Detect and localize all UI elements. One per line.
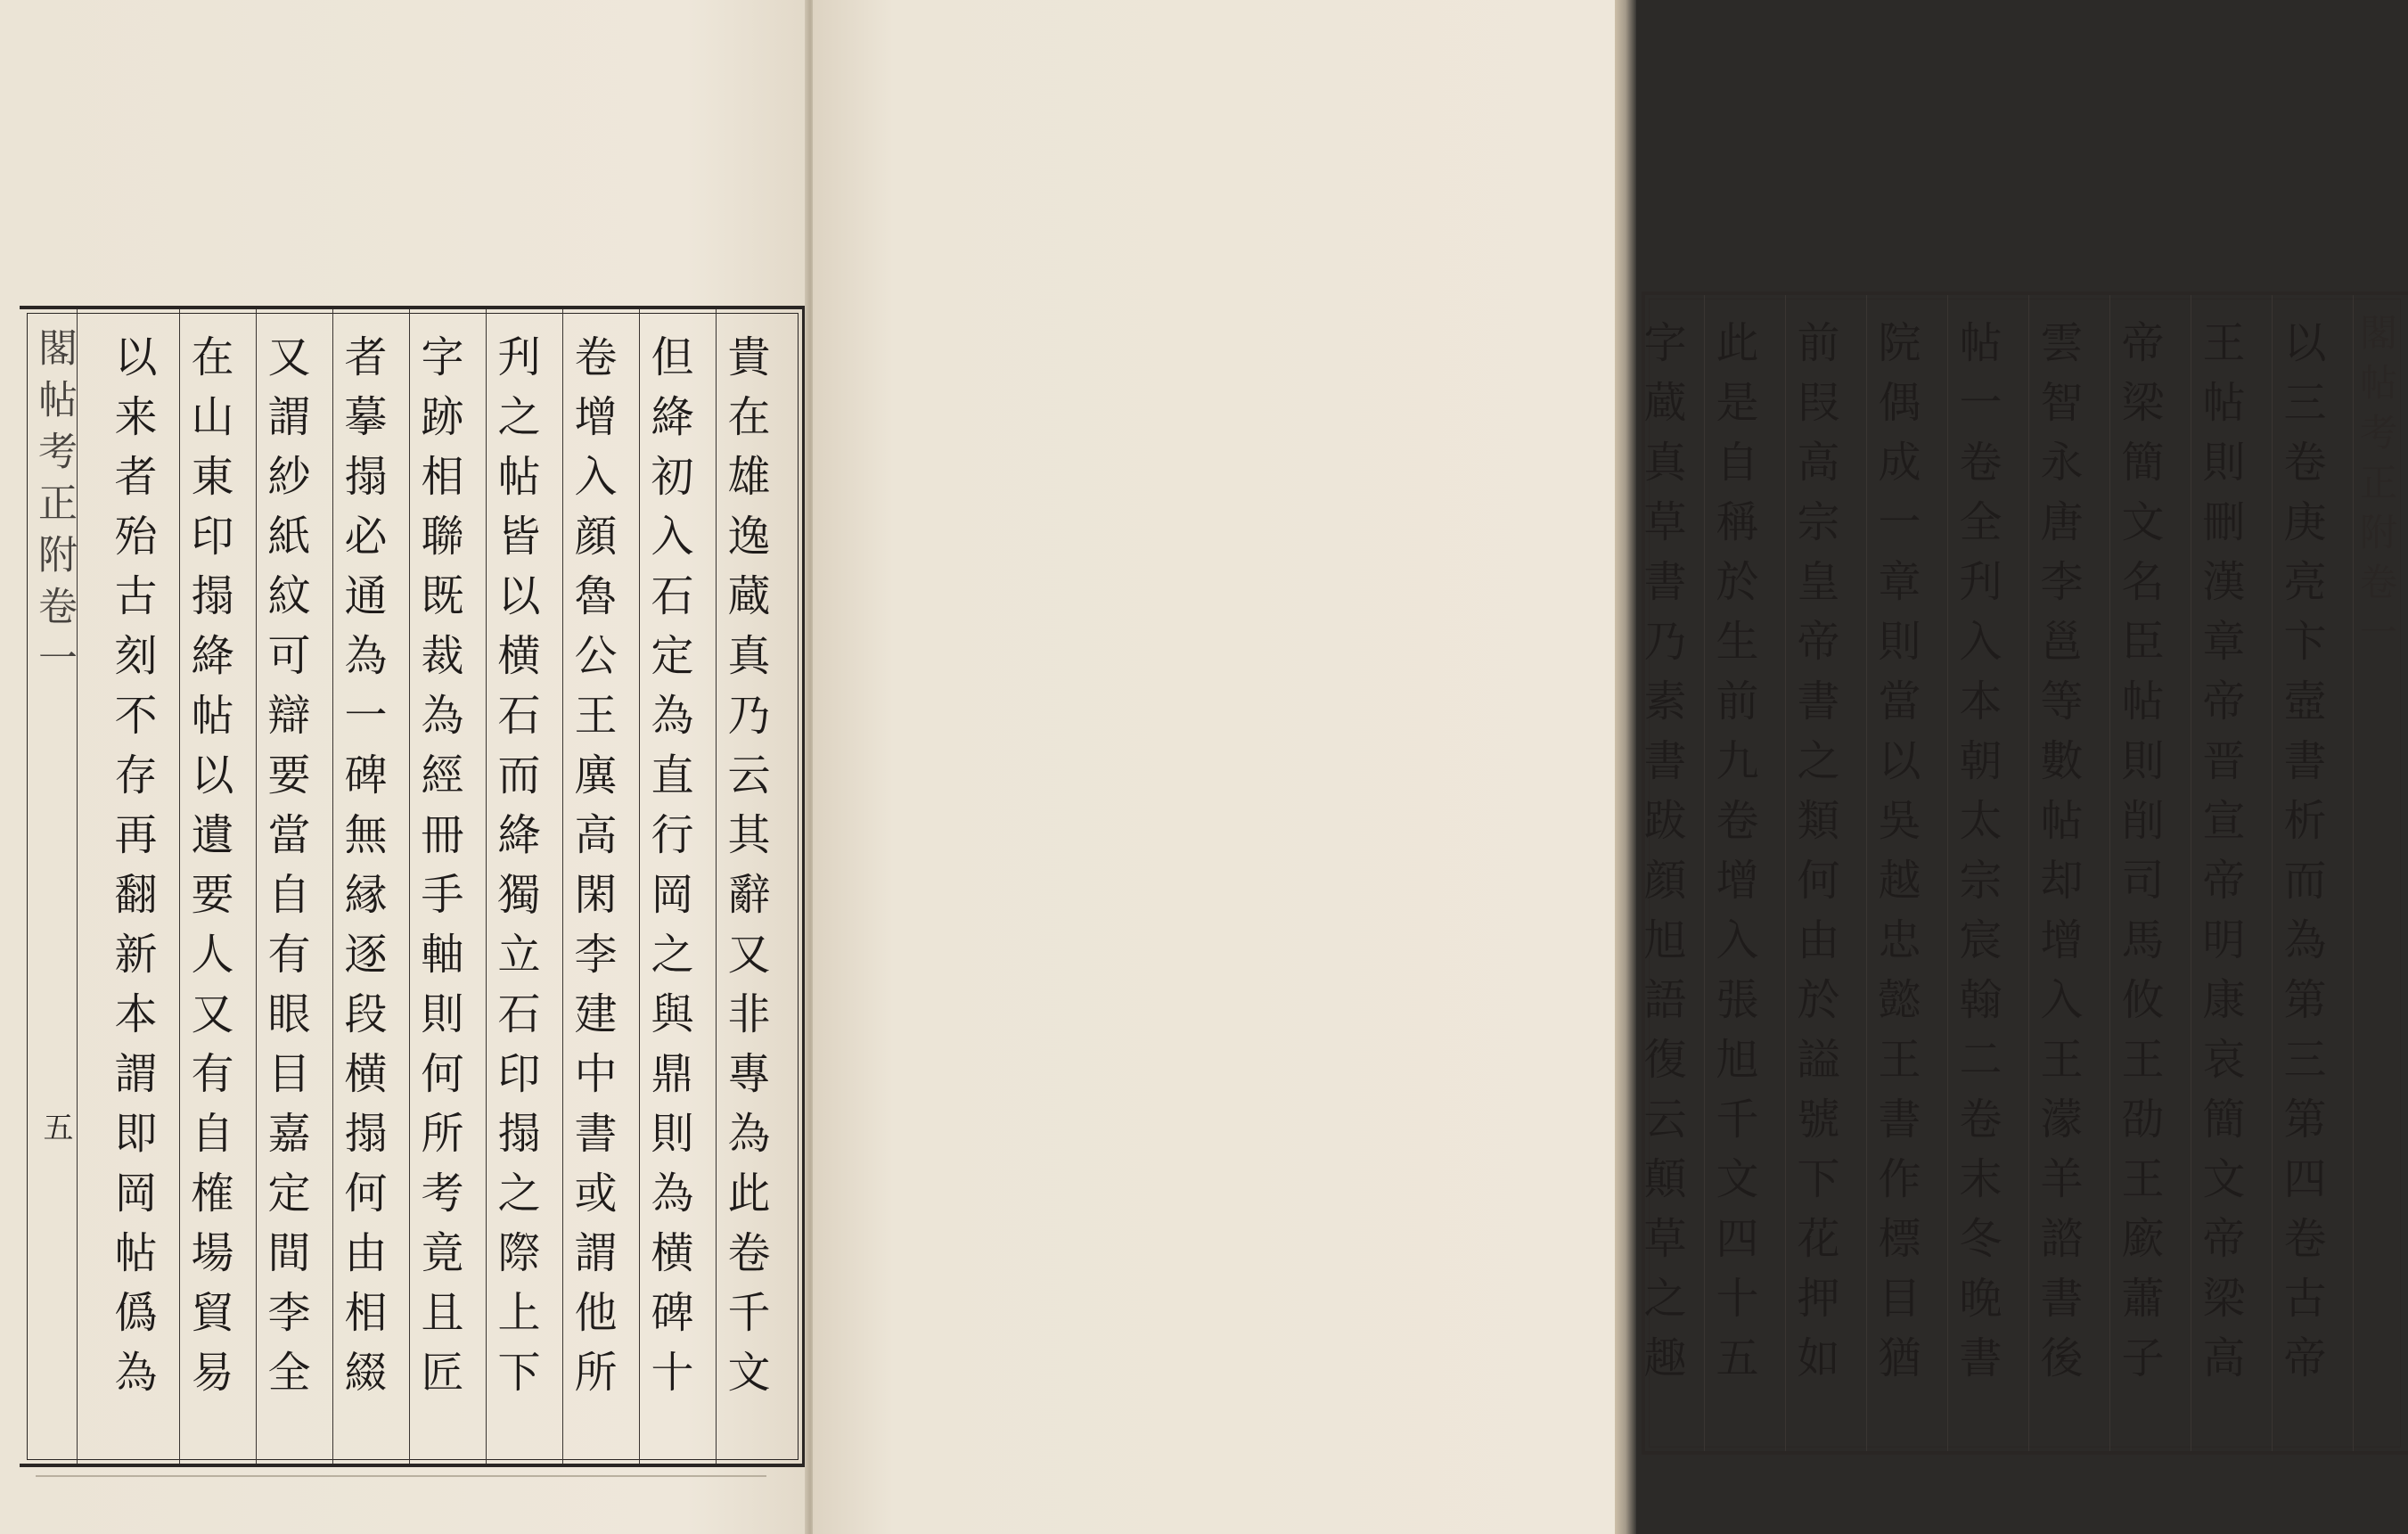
column-rule xyxy=(2353,295,2354,1451)
column-rule xyxy=(2028,295,2029,1451)
column-rule xyxy=(639,309,640,1464)
text-column: 刋之帖皆以横石而絳獨立石印搨之際上下 xyxy=(490,334,540,1409)
text-column: 者摹搨必通為一碑無縁逐段横搨何由相綴 xyxy=(337,334,387,1409)
column-rule xyxy=(1704,295,1705,1451)
text-column: 帝梁簡文名臣帖則削司馬攸王劭王廞蕭子 xyxy=(2114,320,2164,1395)
text-column: 此是自稱於生前九卷增入張旭千文四十五 xyxy=(1708,320,1758,1395)
text-column: 以来者殆古刻不存再翻新本謂即岡帖僞為 xyxy=(107,334,157,1409)
text-column: 卷增入顔魯公王廙高閑李建中書或謂他所 xyxy=(567,334,617,1409)
head-title: 閣帖考正附卷一 xyxy=(2355,313,2398,662)
text-column: 貴在雄逸蔵真乃云其辭又非專為此卷千文 xyxy=(720,334,770,1409)
folio-column xyxy=(21,309,78,1464)
text-column: 在山東印搨絳帖以遺要人又有自榷場貿易 xyxy=(184,334,233,1409)
text-column: 前叚高宗皇帝書之類何由於謚號下花押如 xyxy=(1790,320,1839,1395)
column-rule xyxy=(179,309,180,1464)
text-column: 雲智永唐李邕等數帖却增入王濛羊諮書後 xyxy=(2033,320,2083,1395)
page-number: 五 xyxy=(37,1112,73,1142)
column-rule xyxy=(2109,295,2110,1451)
column-rule xyxy=(562,309,563,1464)
column-rule xyxy=(1785,295,1786,1451)
text-column: 以三卷庚亮卞壼書析而為第三第四卷古帝 xyxy=(2276,320,2326,1395)
column-rule xyxy=(1947,295,1948,1451)
column-rule xyxy=(409,309,410,1464)
page-edge-mark xyxy=(36,1475,766,1477)
right-text-frame xyxy=(1636,291,2408,1455)
column-rule xyxy=(2272,295,2273,1451)
book-fore-edge xyxy=(1615,0,1636,1534)
text-column: 王帖則刪漢章帝晋宣帝明康哀簡文帝梁高 xyxy=(2195,320,2245,1395)
column-rule xyxy=(1866,295,1867,1451)
left-text-frame xyxy=(20,306,806,1467)
text-column: 帖一卷全刋入本朝太宗宸翰二卷末冬晚書 xyxy=(1952,320,2002,1395)
column-rule xyxy=(332,309,333,1464)
column-rule xyxy=(486,309,487,1464)
column-rule xyxy=(256,309,257,1464)
column-rule xyxy=(716,309,717,1464)
right-page xyxy=(813,0,2398,1534)
left-page xyxy=(0,0,807,1534)
text-column: 字跡相聯既裁為經冊手軸則何所考竟且匠 xyxy=(414,334,463,1409)
text-column: 字蔵真草書乃素書跋顔旭語復云顛草之趣 xyxy=(1636,320,1686,1395)
text-column: 院偶成一章則當以吳越忠懿王書作標目猶 xyxy=(1871,320,1921,1395)
folio-title: 閣帖考正附卷一 xyxy=(31,327,77,689)
text-column: 但絳初入石定為直行岡之與鼎則為横碑十 xyxy=(643,334,693,1409)
text-column: 又謂紗紙紋可辯要當自有眼目嘉定間李全 xyxy=(260,334,310,1409)
